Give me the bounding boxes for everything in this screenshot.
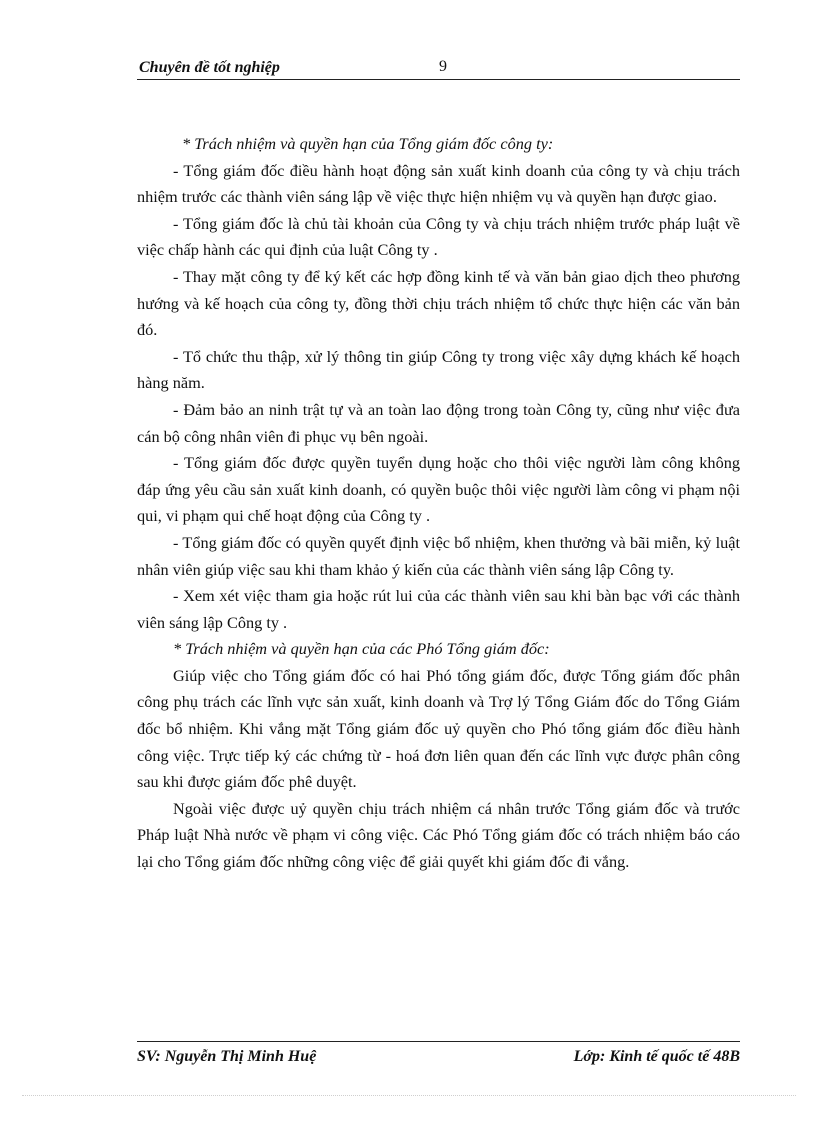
paragraph: - Tổng giám đốc là chủ tài khoản của Công ty và chịu trách nhiệm trước pháp luật về việc chấp hành các qui định của luật Công ty . bbox=[137, 213, 740, 260]
paragraph: - Tổng giám đốc được quyền tuyển dụng hoặc cho thôi việc người làm công không đáp ứng yêu cầu sản xuất kinh doanh, có quyền buộc thôi việc người làm công vi phạm nội qui, vi phạm qui chế hoạt động của Công ty . bbox=[137, 453, 740, 526]
page-bottom-divider bbox=[22, 1095, 796, 1096]
paragraph: - Xem xét việc tham gia hoặc rút lui của các thành viên sau khi bàn bạc với các thành viên sáng lập Công ty . bbox=[137, 586, 740, 632]
paragraph: - Tổ chức thu thập, xử lý thông tin giúp Công ty trong việc xây dựng khách kế hoạch hàng năm. bbox=[137, 346, 740, 393]
document-body bbox=[137, 131, 740, 876]
document-title: Chuyên đề tốt nghiệp bbox=[139, 59, 280, 76]
paragraph: - Tổng giám đốc điều hành hoạt động sản xuất kinh doanh của công ty và chịu trách nhiệm trước các thành viên sáng lập về việc thực hiện nhiệm vụ và quyền hạn được giao. bbox=[137, 160, 740, 207]
paragraph: Ngoài việc được uỷ quyền chịu trách nhiệm cá nhân trước Tổng giám đốc và trước Pháp luật Nhà nước về phạm vi công việc. Các Phó Tổng giám đốc có trách nhiệm báo cáo lại cho Tổng giám đốc những công việc để giải quyết khi giám đốc đi vắng. bbox=[137, 798, 740, 872]
paragraph: - Tổng giám đốc có quyền quyết định việc bổ nhiệm, khen thưởng và bãi miễn, kỷ luật nhân viên giúp việc sau khi tham khảo ý kiến của các thành viên sáng lập Công ty. bbox=[137, 532, 740, 579]
section-heading-deputy-director: * Trách nhiệm và quyền hạn của các Phó Tổng giám đốc: bbox=[173, 639, 550, 659]
page-number: 9 bbox=[439, 58, 447, 75]
paragraph: - Đảm bảo an ninh trật tự và an toàn lao động trong toàn Công ty, cũng như việc đưa cán bộ công nhân viên đi phục vụ bên ngoài. bbox=[137, 399, 740, 446]
section-heading-general-director: * Trách nhiệm và quyền hạn của Tổng giám đốc công ty: bbox=[182, 134, 554, 153]
class-name: Lớp: Kinh tế quốc tế 48B bbox=[573, 1048, 740, 1065]
page-header bbox=[137, 57, 740, 80]
paragraph: Giúp việc cho Tổng giám đốc có hai Phó tổng giám đốc, được Tổng giám đốc phân công phụ trách các lĩnh vực sản xuất, kinh doanh và Trợ lý Tổng Giám đốc do Tổng Giám đốc bổ nhiệm. Khi vắng mặt Tổng giám đốc uỷ quyền cho Phó tổng giám đốc điều hành công việc. Trực tiếp ký các chứng từ - hoá đơn liên quan đến các lĩnh vực được phân công sau khi được giám đốc phê duyệt. bbox=[137, 665, 740, 792]
page-footer bbox=[137, 1041, 740, 1066]
student-name: SV: Nguyễn Thị Minh Huệ bbox=[137, 1048, 317, 1065]
paragraph: - Thay mặt công ty để ký kết các hợp đồng kinh tế và văn bản giao dịch theo phương hướng và kế hoạch của công ty, đồng thời chịu trách nhiệm tổ chức thực hiện các văn bản đó. bbox=[137, 266, 740, 340]
